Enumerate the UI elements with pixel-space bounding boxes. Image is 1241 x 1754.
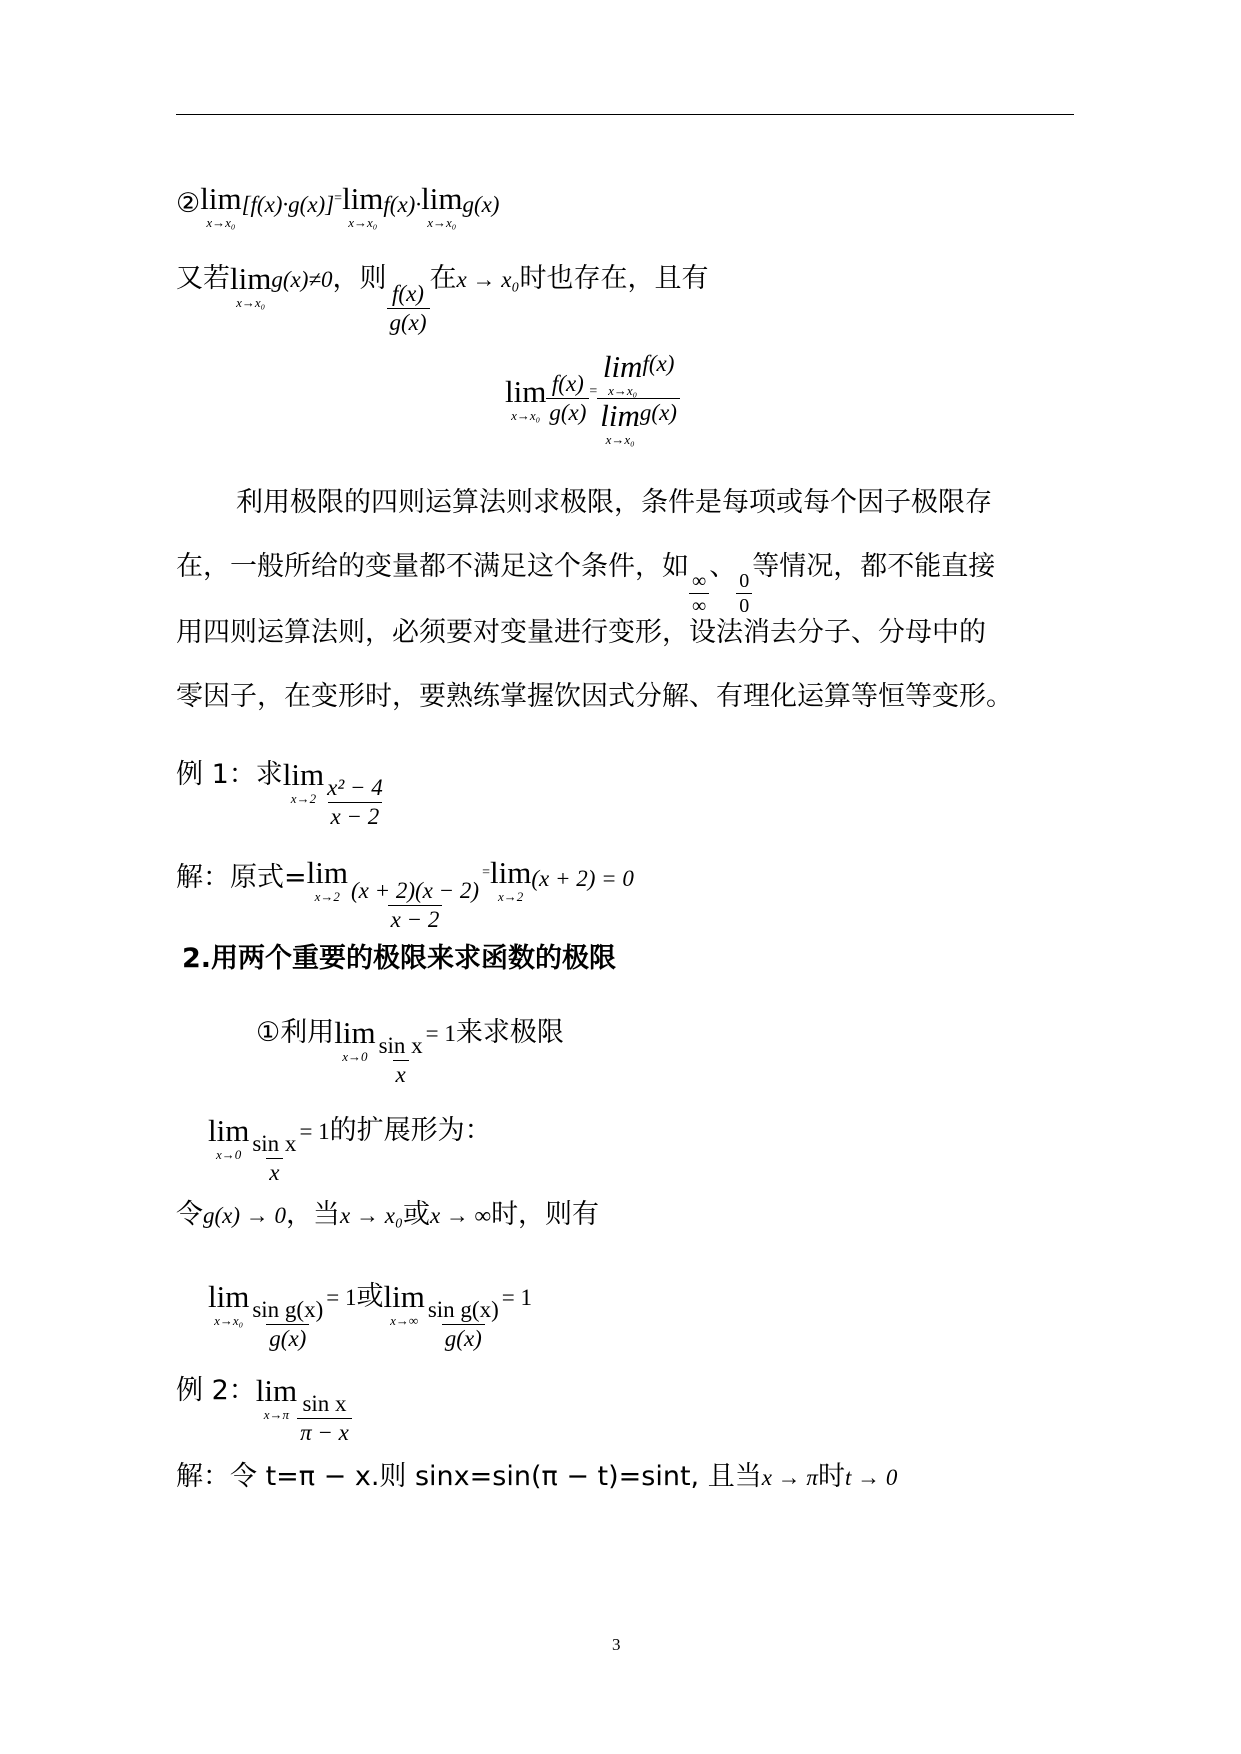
paragraph-line-2: 在，一般所给的变量都不满足这个条件，如 $\frac{\infty}{\infty}$ 、 $\frac{0}{0}$ 等情况，都不能直接 [176,551,996,617]
example-1: 例 1：求 lim x→2 $\frac{\text{x² − 4}}{x - 2}$ [176,758,386,831]
circled-two: ② [176,188,201,219]
example-2-solution: 解：令 t=π − x.则 sinx=sin(π − t)=sint, 且当x → π时t → 0 [176,1461,898,1492]
paragraph-line-3: 用四则运算法则，必须要对变量进行变形，设法消去分子、分母中的 [176,617,986,648]
page-number: 3 [612,1635,621,1654]
fraction-zero-zero: $\frac{0}{0}$ [736,569,752,618]
formula-product-rule: ② lim x→x₀ [f(x)·g(x)]= lim x→x₀ f(x)· lim x→x₀ g(x) [176,181,500,230]
fraction-f-over-g: $\frac{f(x)}{g(x)}$ [387,280,430,337]
example-2: 例 2： lim x→π $\frac{\text{sin x}}{\pi - x}$ [176,1374,352,1447]
formula-quotient-rule: lim x→x₀ $\frac{f(x)}{g(x)}$ = lim x→x₀ f(x) lim x→x₀ g(x) [505,350,680,447]
substitution-line: 令g(x) → 0，当x → x₀或x → ∞时，则有 [176,1199,600,1230]
header-rule [176,114,1074,115]
example-1-fraction: $\frac{\text{x² − 4}}{x - 2}$ [327,775,383,829]
lim-operator: lim x→x₀ [200,181,242,230]
paragraph-line-1: 利用极限的四则运算法则求极限，条件是每项或每个因子极限存 [236,487,992,518]
quotient-condition-line: 又若 lim x→x₀ g(x)≠0，则 $\frac{f(x)}{g(x)}$ 在x → x₀时也存在，且有 [176,261,709,335]
important-limit-1: ①利用 lim x→0 $\frac{\text{sin x}}{x}$ = 1来求极限 [256,1015,564,1087]
example-1-solution: 解：原式= lim x→2 $\frac{(x + 2)(x - 2)}{x - 2}$ = lim x→2 (x + 2) = 0 [176,855,634,932]
paragraph-line-4: 零因子，在变形时，要熟练掌握饮因式分解、有理化运算等恒等变形。 [176,681,1013,712]
fraction-inf-inf: $\frac{\infty}{\infty}$ [689,569,709,618]
fraction-f-over-g-display: $\frac{f(x)}{g(x)}$ [546,370,589,427]
important-limit-1-extension: lim x→0 $\frac{\text{sin x}}{x}$ = 1的扩展形为： [208,1113,492,1185]
section-2-heading: 2.用两个重要的极限来求函数的极限 [182,943,617,974]
general-limit-forms: lim x→x₀ $\frac{\text{sin g(x)}}{g(x)}$ = 1或 lim x→∞ $\frac{\text{sin g(x)}}{g(x)}$ = 1 [208,1279,532,1351]
fraction-lim-over-lim: lim x→x₀ f(x) lim x→x₀ g(x) [597,350,680,447]
